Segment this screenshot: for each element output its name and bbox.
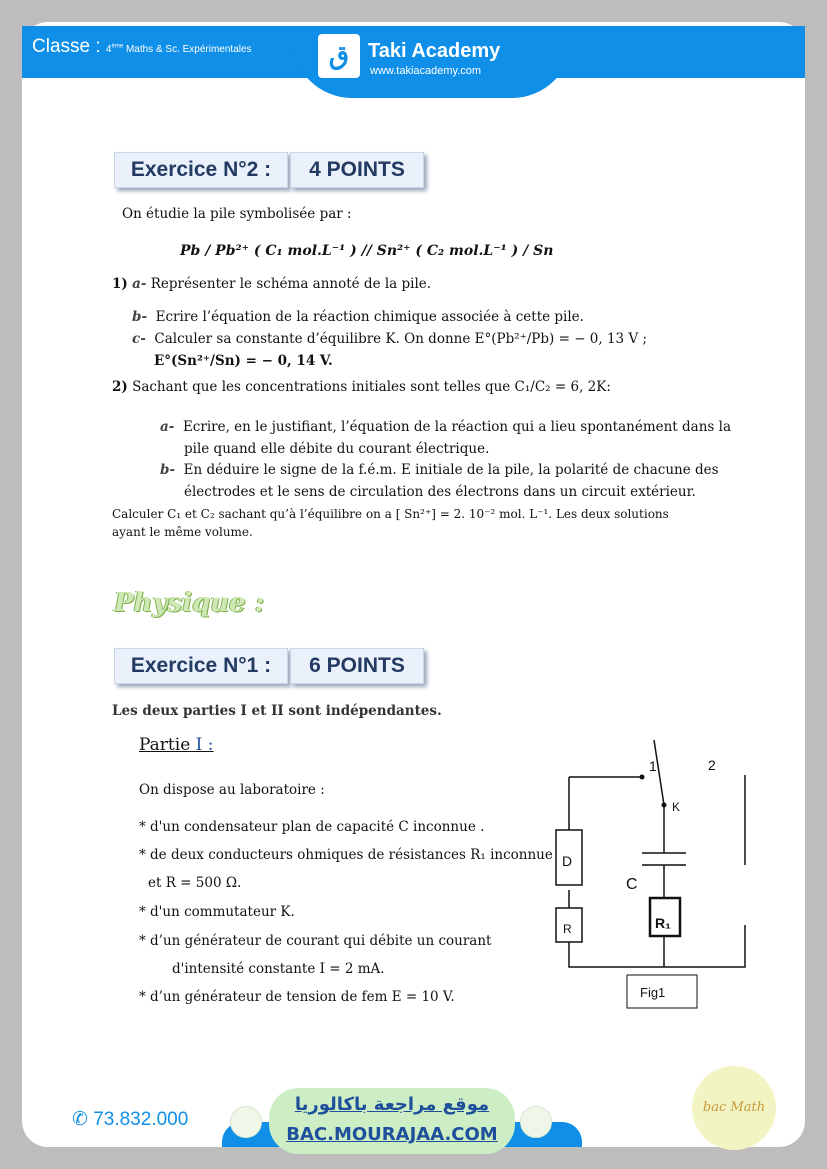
part-label: Partie I : (139, 735, 214, 755)
class-label: Classe : 4ème Maths & Sc. Expérimentales (32, 36, 252, 57)
q1a-letter: a- (132, 276, 147, 292)
figure-label: Fig1 (640, 985, 666, 1000)
item-gen-courant: * d’un générateur de courant qui débite un courant (139, 933, 492, 949)
q2-number: 2) (112, 379, 128, 395)
chem-intro: On étudie la pile symbolisée par : (122, 206, 352, 222)
q2a-letter: a- (160, 419, 175, 435)
q1c-text: Calculer sa constante d’équilibre K. On donne E°(Pb²⁺/Pb) = − 0, 13 V ; (154, 331, 648, 347)
independent-note: Les deux parties I et II sont indépendantes. (112, 703, 442, 719)
q1c-text-2: E°(Sn²⁺/Sn) = − 0, 14 V. (154, 353, 333, 369)
item-resistances-2: et R = 500 Ω. (148, 875, 242, 891)
label-r1: R₁ (655, 915, 671, 931)
q2b-text-1: En déduire le signe de la f.é.m. E initiale de la pile, la polarité de chacune des (183, 462, 719, 478)
exercise-2-title: Exercice N°2 : (114, 152, 288, 188)
q1b-text: Ecrire l’équation de la réaction chimique associée à cette pile. (155, 309, 584, 325)
calc-text-1: Calculer C₁ et C₂ sachant qu’à l’équilibre on a [ Sn²⁺] = 2. 10⁻² mol. L⁻¹. Les deux solutions (112, 507, 669, 521)
label-k: K (672, 800, 681, 814)
circuit-diagram (552, 735, 752, 1000)
mini-logo-icon-left (230, 1106, 262, 1138)
item-condensateur: * d'un condensateur plan de capacité C inconnue . (139, 819, 485, 835)
q2a-text-1: Ecrire, en le justifiant, l’équation de la réaction qui a lieu spontanément dans la (182, 419, 731, 435)
item-resistances: * de deux conducteurs ohmiques de résistances R₁ inconnue (139, 847, 553, 863)
q1a-text: Représenter le schéma annoté de la pile. (150, 276, 432, 292)
brand-url: www.takiacademy.com (370, 65, 482, 77)
exercise-2-points: 4 POINTS (290, 152, 424, 188)
q2b-text-2: électrodes et le sens de circulation des électrons dans un circuit extérieur. (184, 484, 696, 500)
physique-title: Physique : (114, 588, 265, 618)
switch-pivot-k (662, 803, 667, 808)
pile-notation: Pb / Pb²⁺ ( C₁ mol.L⁻¹ ) // Sn²⁺ ( C₂ mol.L⁻¹ ) / Sn (180, 243, 554, 259)
page (22, 22, 805, 1147)
item-gen-courant-2: d'intensité constante I = 2 mA. (172, 961, 385, 977)
site-url: BAC.MOURAJAA.COM (286, 1124, 498, 1145)
exercise-1-points: 6 POINTS (290, 648, 424, 684)
q2-text: Sachant que les concentrations initiales sont telles que C₁/C₂ = 6, 2K: (132, 379, 611, 395)
dispose-text: On dispose au laboratoire : (139, 782, 325, 798)
label-d: D (562, 853, 573, 869)
q1a-line (112, 276, 431, 292)
label-r: R (563, 922, 572, 936)
label-1: 1 (649, 758, 657, 774)
bac-math-badge: bac Math (692, 1066, 776, 1150)
q2a-text-2: pile quand elle débite du courant électrique. (184, 441, 490, 457)
q1c-letter: c- (132, 331, 146, 347)
q2a-line (160, 419, 731, 435)
item-gen-tension: * d’un générateur de tension de fem E = 10 V. (139, 989, 455, 1005)
taki-logo-icon: ق (318, 34, 360, 78)
q1c-line (132, 331, 647, 347)
label-2: 2 (708, 757, 716, 773)
bac-mourajaa-link[interactable] (269, 1088, 515, 1154)
site-arabic: موقع مراجعة باكالوريا (294, 1094, 490, 1115)
calc-text-2: ayant le même volume. (112, 525, 253, 539)
item-commutateur: * d'un commutateur K. (139, 904, 295, 920)
q2b-line (160, 462, 719, 478)
q2-line (112, 379, 611, 395)
q2b-letter: b- (160, 462, 176, 478)
q1b-letter: b- (132, 309, 148, 325)
brand-name: Taki Academy (368, 40, 501, 62)
switch-contact-1 (640, 775, 645, 780)
q1b-line (132, 309, 584, 325)
wire-left-bottom (569, 925, 745, 967)
q1-number: 1) (112, 276, 128, 292)
phone-icon: ✆ (72, 1109, 88, 1130)
exercise-1-title: Exercice N°1 : (114, 648, 288, 684)
label-c: C (626, 876, 638, 893)
mini-logo-icon-right (520, 1106, 552, 1138)
footer-phone[interactable]: ✆ 73.832.000 (72, 1109, 189, 1130)
